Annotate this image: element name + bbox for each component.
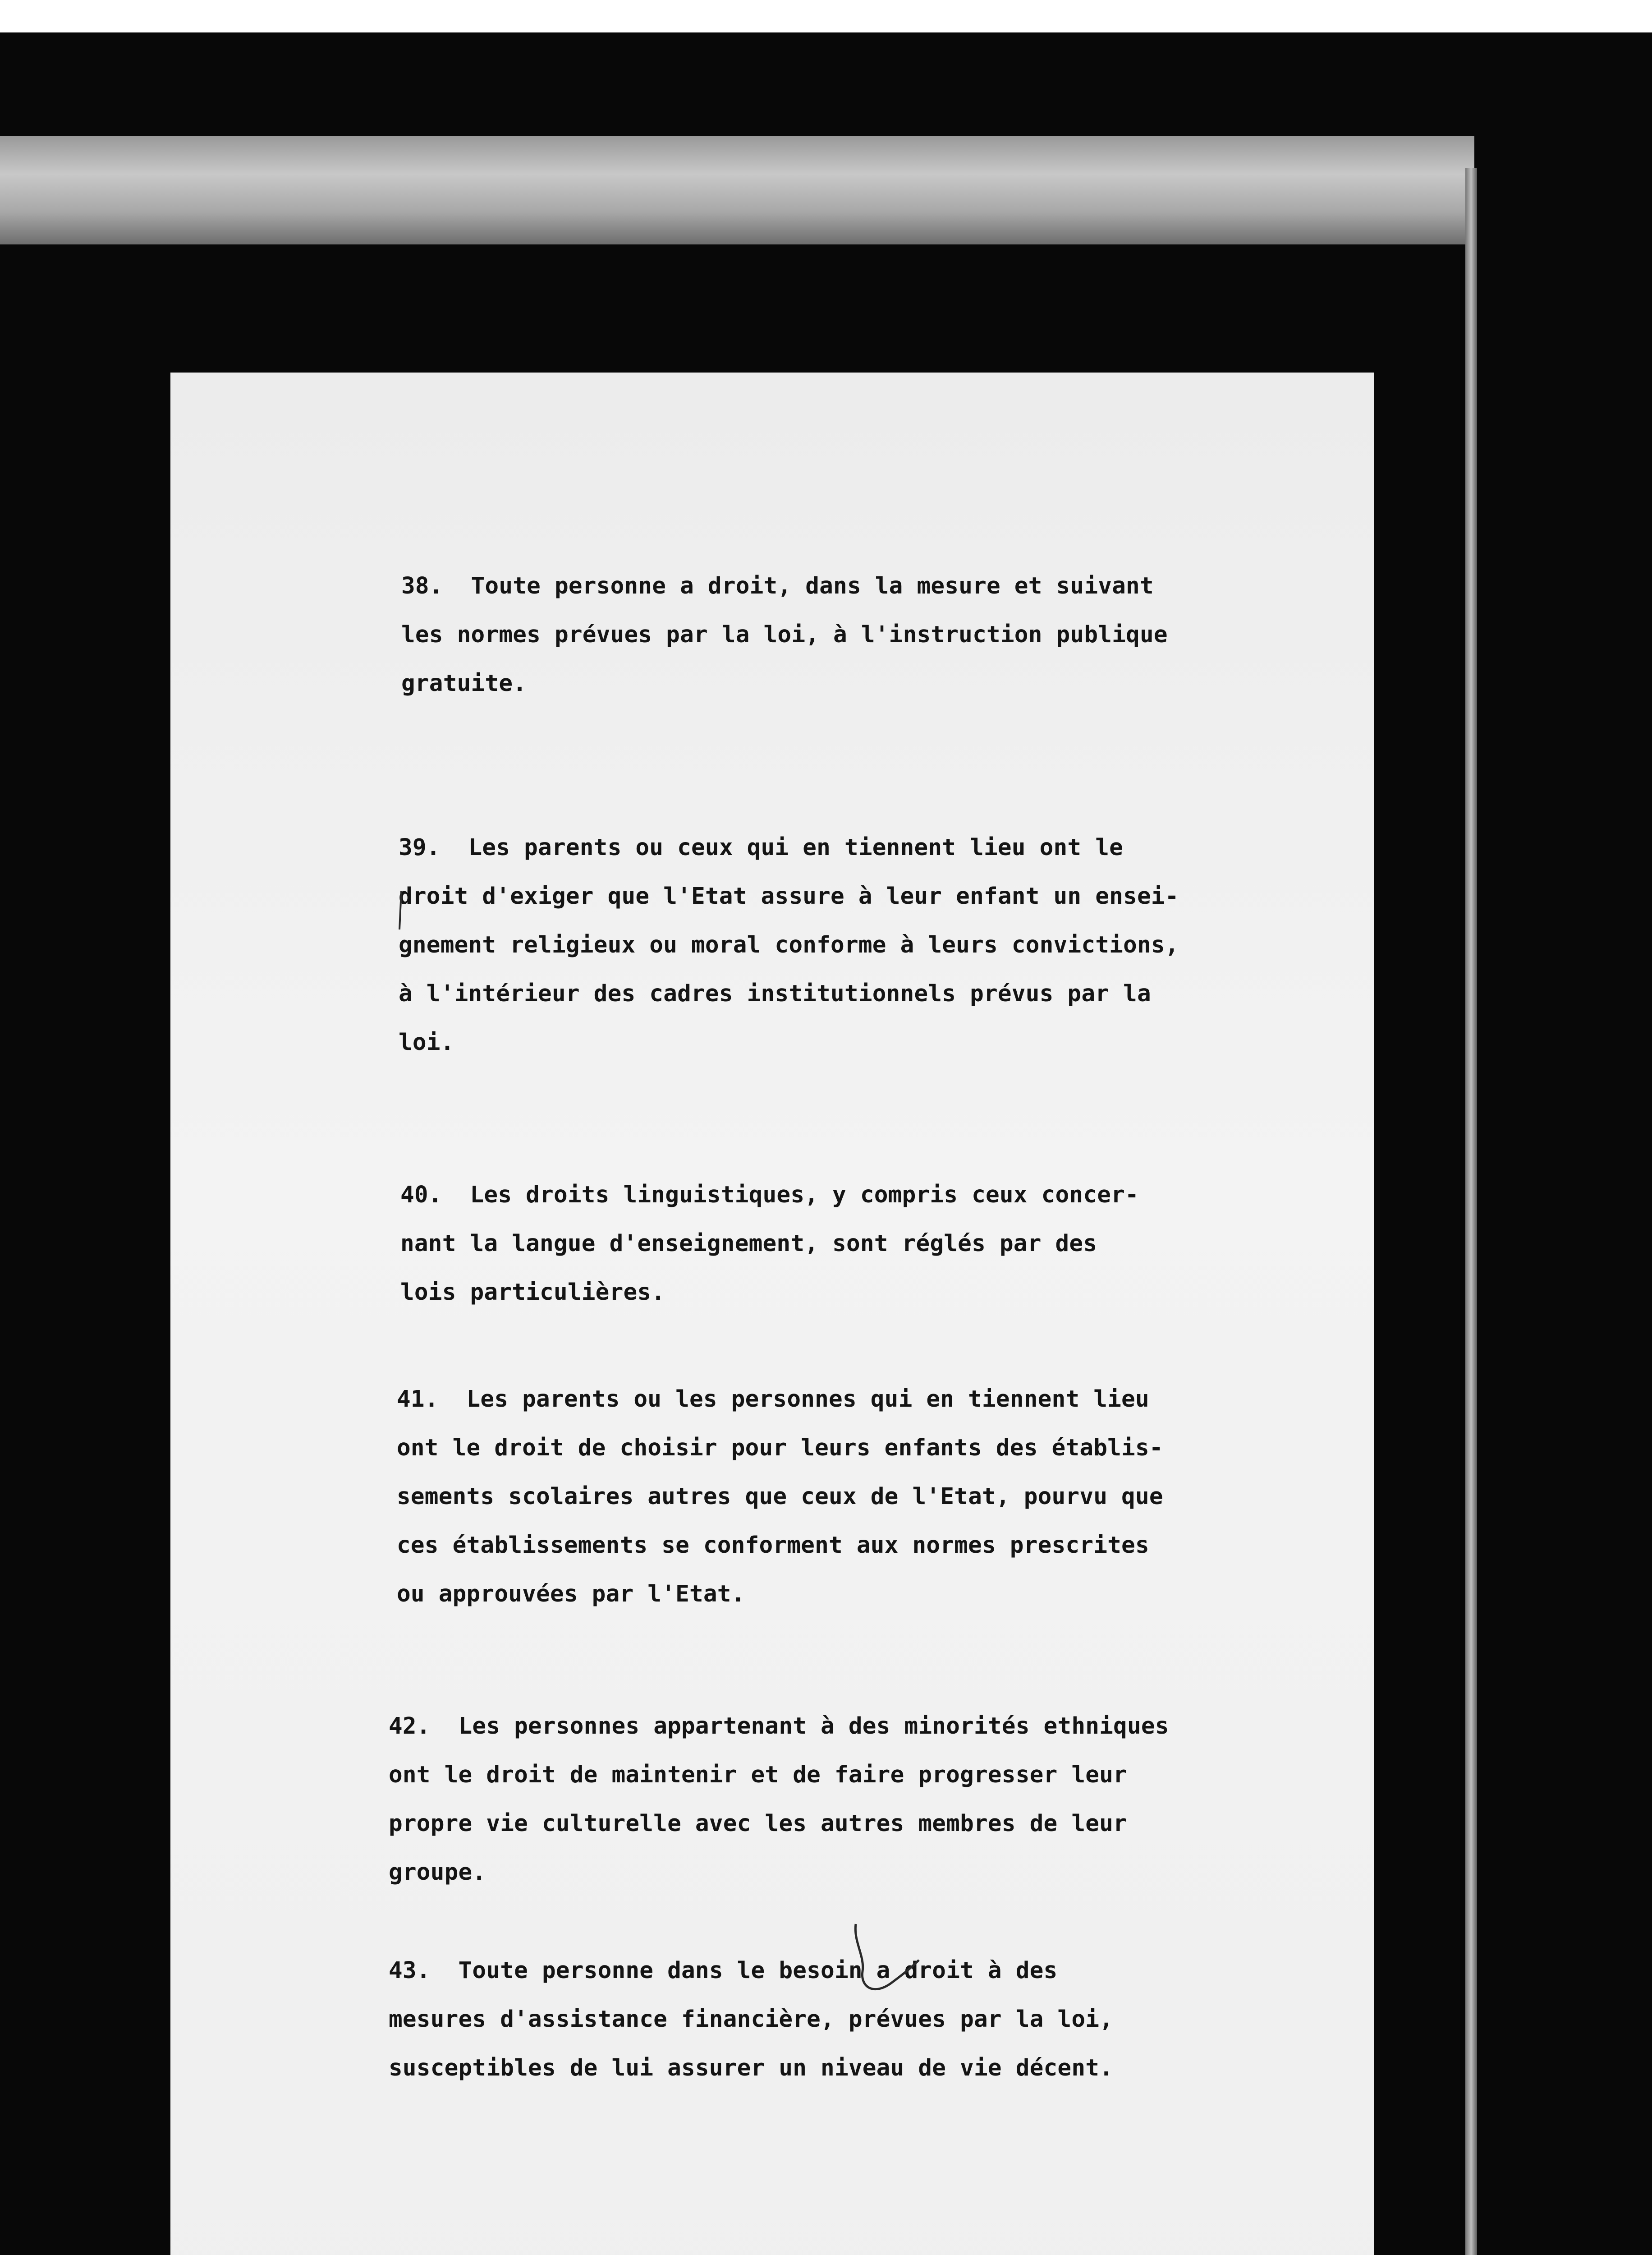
article-line: susceptibles de lui assurer un niveau de vie décent. (389, 2055, 1114, 2081)
article-line: ont le droit de maintenir et de faire progresser leur (389, 1762, 1127, 1788)
article-line: ont le droit de choisir pour leurs enfants des établis- (397, 1435, 1163, 1461)
article-line: loi. (399, 1029, 454, 1056)
article-line: propre vie culturelle avec les autres membres de leur (389, 1810, 1127, 1837)
article-line: ces établissements se conforment aux normes prescrites (397, 1532, 1149, 1559)
film-top-edge (0, 136, 1474, 244)
article-42 (389, 1702, 1169, 1897)
article-40 (400, 1171, 1139, 1317)
article-line: Les parents ou ceux qui en tiennent lieu ont le (468, 834, 1124, 861)
article-line: gratuite. (401, 670, 527, 697)
article-41 (397, 1375, 1163, 1619)
article-38 (401, 562, 1168, 708)
article-line: Les droits linguistiques, y compris ceux concer- (470, 1182, 1139, 1208)
article-number: 42. (389, 1713, 431, 1740)
article-number: 39. (399, 834, 441, 861)
article-line: Les personnes appartenant à des minorités ethniques (458, 1713, 1169, 1740)
article-line: à l'intérieur des cadres institutionnels prévus par la (399, 980, 1151, 1007)
article-43 (389, 1947, 1113, 2093)
article-line: Toute personne a droit, dans la mesure et suivant (471, 573, 1154, 599)
article-line: gnement religieux ou moral conforme à leurs convictions, (399, 932, 1179, 958)
article-line: lois particulières. (400, 1279, 665, 1306)
article-line: Les parents ou les personnes qui en tiennent lieu (466, 1386, 1149, 1413)
article-line: groupe. (389, 1859, 486, 1886)
article-line: ou approuvées par l'Etat. (397, 1581, 745, 1607)
article-39 (399, 824, 1179, 1067)
article-line: mesures d'assistance financière, prévues par la loi, (389, 2006, 1114, 2033)
article-line: les normes prévues par la loi, à l'instruction publique (401, 621, 1168, 648)
article-number: 40. (400, 1182, 442, 1208)
article-line: Toute personne dans le besoin a droit à des (458, 1957, 1058, 1984)
document-page (170, 373, 1374, 2255)
film-right-edge (1465, 168, 1477, 2255)
article-line: nant la langue d'enseignement, sont réglés par des (400, 1230, 1097, 1257)
article-number: 41. (397, 1386, 439, 1413)
article-list (170, 373, 1374, 2255)
article-number: 38. (401, 573, 443, 599)
article-number: 43. (389, 1957, 431, 1984)
article-line: droit d'exiger que l'Etat assure à leur enfant un ensei- (399, 883, 1179, 910)
article-line: sements scolaires autres que ceux de l'Etat, pourvu que (397, 1483, 1163, 1510)
